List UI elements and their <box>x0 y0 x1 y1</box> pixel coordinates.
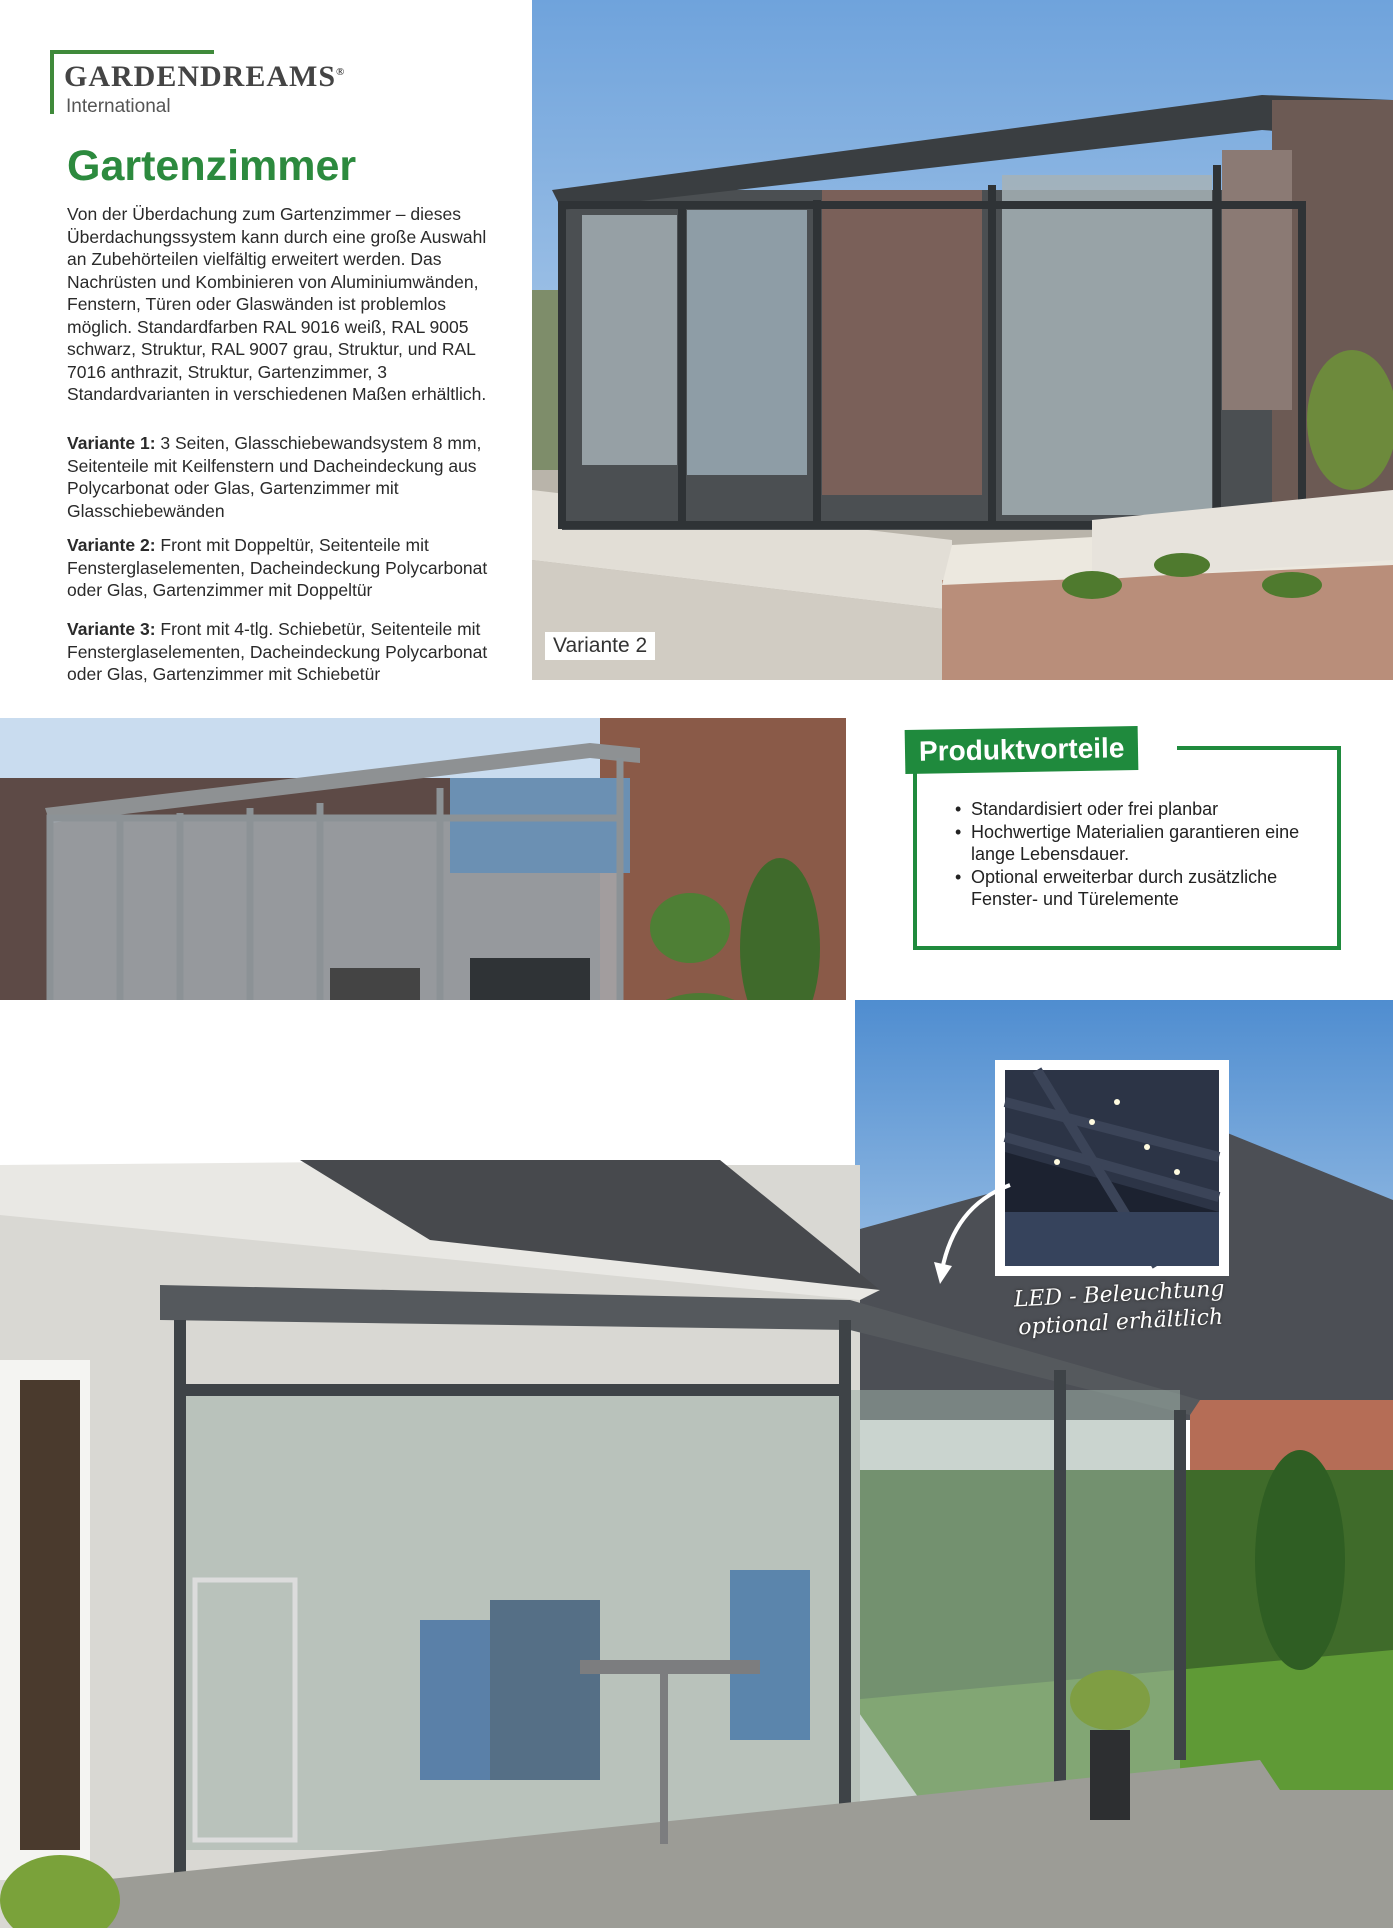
advantages-list <box>955 798 1315 911</box>
variant-2-text: Variante 2: Front mit Doppeltür, Seitenteile mit Fensterglaselementen, Dacheindeckung Polycarbonat oder Glas, Gartenzimmer mit Doppeltür <box>67 535 488 600</box>
led-inset-photo <box>997 1062 1227 1274</box>
led-caption-line2: optional erhältlich <box>1017 1304 1224 1341</box>
logo-brand: GARDENDREAMS® <box>64 60 346 93</box>
logo-bar-top <box>50 50 214 54</box>
advantage-item: • Optional erweiterbar durch zusätzliche Fenster- und Türelemente <box>955 866 1315 911</box>
logo-bar-left <box>50 50 54 114</box>
photo-label-variante-2: Variante 2 <box>545 632 655 660</box>
intro-paragraph: Von der Überdachung zum Gartenzimmer – dieses Überdachungssystem kann durch eine große Auswahl an Zubehörteilen vielfältig erweitert werden. Das Nachrüsten und Kombinieren von Aluminiumwänden, Fenstern, Türen oder Glaswänden ist problemlos möglich. Standardfarben RAL 9016 weiß, RAL 9005 schwarz, Struktur, RAL 9007 grau, Struktur, und RAL 7016 anthrazit, Struktur, Gartenzimmer, 3 Standardvarianten in verschiedenen Maßen erhältlich. <box>67 204 487 404</box>
led-arrow-icon <box>930 1180 1020 1290</box>
logo-subtitle: International <box>66 96 171 117</box>
led-caption-line1: LED - Beleuchtung <box>1013 1276 1226 1313</box>
variant-1-text: Variante 1: 3 Seiten, Glasschiebewandsystem 8 mm, Seitenteile mit Keilfenstern und Dacheindeckung aus Polycarbonat oder Glas, Gartenzimmer mit Glasschiebewänden <box>67 433 482 521</box>
advantage-item: • Standardisiert oder frei planbar <box>955 798 1315 821</box>
advantages-heading: Produktvorteile <box>905 726 1139 774</box>
photo-variante-2 <box>532 0 1393 680</box>
advantage-item: • Hochwertige Materialien garantieren eine lange Lebensdauer. <box>955 821 1315 866</box>
variant-3-text: Variante 3: Front mit 4-tlg. Schiebetür, Seitenteile mit Fensterglaselementen, Dacheindeckung Polycarbonat oder Glas, Gartenzimmer mit Schiebetür <box>67 619 488 684</box>
brand-logo <box>50 50 370 120</box>
page-title: Gartenzimmer <box>67 142 357 190</box>
product-advantages-box <box>905 728 1345 958</box>
advantages-frame-top <box>1177 746 1337 750</box>
